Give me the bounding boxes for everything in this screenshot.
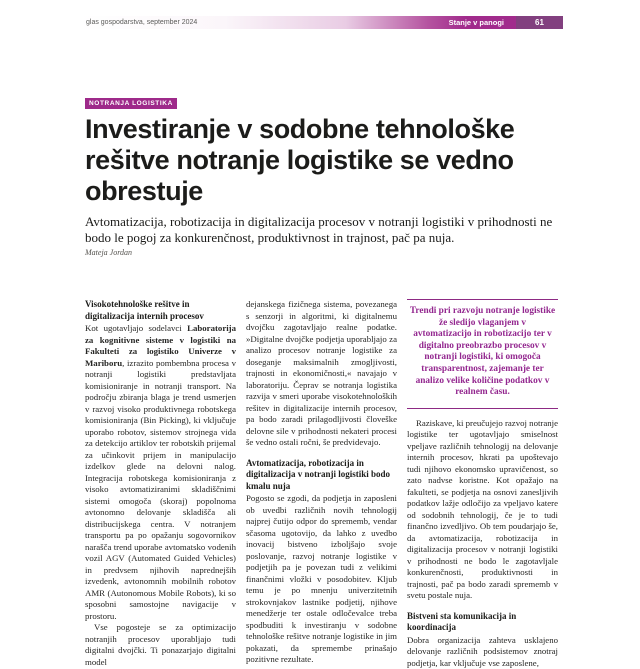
pull-quote <box>407 299 558 409</box>
column-2 <box>246 299 397 669</box>
column-3 <box>407 299 558 669</box>
paragraph: dejanskega fizičnega sistema, povezanega s senzorji in algoritmi, ki digitalnemu dvojčku zagotavljajo realne podatke. »Digitalne dvojčke podjetja uporabljajo za analizo procesov notranje logistike za doseganje maksimalnih zmogljivosti, trajnosti in ekonomičnosti,« navajajo v laboratoriju. Čeprav se notranja logistika razvija v smeri uporabe visokotehnoloških rešitev in digitalizacije internih procesov, pa bodo zaradi prilagodljivosti človeške delovne sile v prihodnosti nekateri procesi še vedno ostali ročni, še predvidevajo. <box>246 299 397 447</box>
paragraph: Pogosto se zgodi, da podjetja in zaposleni ob uvedbi različnih novih tehnologij najprej čutijo odpor do sprememb, vendar sčasoma ugotovijo, da lahko z uvedbo inovacij bistveno izboljšajo svoje poslovanje, razvoj notranje logistike v podjetjih pa je povezan tudi z velikimi finančnimi vložki v posodobitev. Kljub temu je po mnenju univerzitetnih strokovnjakov lastnike podjetij, njihove menedžerje ter ostale odločevalce treba spodbuditi k investiranju v sodobne tehnološke rešitve notranje logistike in jim pokazati, da spremembe prinašajo pozitivne rezultate. <box>246 493 397 664</box>
subheading-3: Bistveni sta komunikacija in koordinacija <box>407 610 517 633</box>
article-title: Investiranje v sodobne tehnološke rešitve notranje logistike se vedno obrestuje <box>85 114 515 206</box>
section-badge: Stanje v panogi <box>448 18 504 27</box>
article-lead: Avtomatizacija, robotizacija in digitalizacija procesov v notranji logistiki v prihodnosti ne bodo le pogoj za konkurenčnost, produktivnost in trajnost, pač pa nuja. <box>85 214 553 245</box>
paragraph: Dobra organizacija zahteva usklajeno delovanje različnih podsistemov znotraj podjetja, kar vključuje vse zaposlene, <box>407 634 558 668</box>
subheading-2: Avtomatizacija, robotizacija in digitalizacija v notranji logistiki bodo kmalu nuja <box>246 457 391 491</box>
article-author: Mateja Jordan <box>85 248 133 257</box>
paragraph: Vse pogosteje se za optimizacijo notranjih procesov uporabljajo tudi digitalni dvojčki. Ti ponazarjajo digitalni model <box>85 622 236 667</box>
category-label: NOTRANJA LOGISTIKA <box>85 98 177 109</box>
paragraph-text: , izrazito pombembna procesa v notranji logistiki predstavljata komisioniranje in notranji transport. Na področju zbiranja blaga je trend usmerjen v razvoj visoko produktivnega robotskega komisioniranja (Bin Picking), ki vključuje uporabo robotov, sistemov strojnega vida za detekcijo artiklov ter robotskih prijemal za učinkovit prijem in manipulacijo izdelkov glede na delovni nalog. Integracija robotskega komisioniranja z visoko avtomatiziranimi skladiščnimi sistemi omogoča (skoraj) popolnoma avtonomno delovanje skladišča ali distribucijskega centra. V notranjem transportu pa po opažanju sogovornikov narašča trend uporabe avtomatsko vodenih vozil AGV (Automated Guided Vehicles) in predvsem njihovih naprednejših izvedenk, avtonomnih mobilnih robotov AMR (Autonomous Mobile Robots), ki so sposobni samostojne navigacije v prostoru. <box>85 357 236 621</box>
running-header <box>80 16 563 29</box>
column-1 <box>85 299 236 669</box>
journal-name: glas gospodarstva, september 2024 <box>86 19 198 26</box>
paragraph: Raziskave, ki preučujejo razvoj notranje logistike ter ugotavljajo smiselnost vpeljave različnih tehnologij na delovanje internih procesov, hkrati pa upoštevajo tudi njihovo ekonomsko upravičenost, so zato nadvse koristne. Kot opažajo na fakulteti, se podjetja na osnovi zanesljivih podatkov lažje odločijo za vpeljavo katere od sodobnih tehnologij, če je to tudi finančno izvedljivo. Ob tem poudarjajo še, da avtomatizacija, robotizacija in digitalizacija procesov v notranji logistiki v prihodnosti ne bodo le zagotavljale konkurenčnosti, produktivnosti in trajnosti, pač pa bodo zaradi sprememb v svetu postale nuja. <box>407 417 558 601</box>
page-number: 61 <box>516 16 563 29</box>
subheading-1: Visokotehnološke rešitve in digitalizacija internih procesov <box>85 299 204 321</box>
article-content <box>85 92 557 669</box>
article-columns <box>85 299 557 669</box>
paragraph <box>85 323 236 622</box>
paragraph-text: Kot ugotavljajo sodelavci <box>85 323 188 333</box>
bold-lab-name: Laboratorija za kognitivne sisteme v logistiki na Fakulteti za logistiko Univerze v Mariboru <box>85 323 236 368</box>
pull-quote-text: Trendi pri razvoju notranje logistike že sledijo vlaganjem v avtomatizacijo in robotizacijo ter v digitalno preobrazbo procesov v notranji logistiki, ki omogoča transparentnost, zajemanje ter analizo velike količine podatkov v realnem času. <box>409 306 556 398</box>
